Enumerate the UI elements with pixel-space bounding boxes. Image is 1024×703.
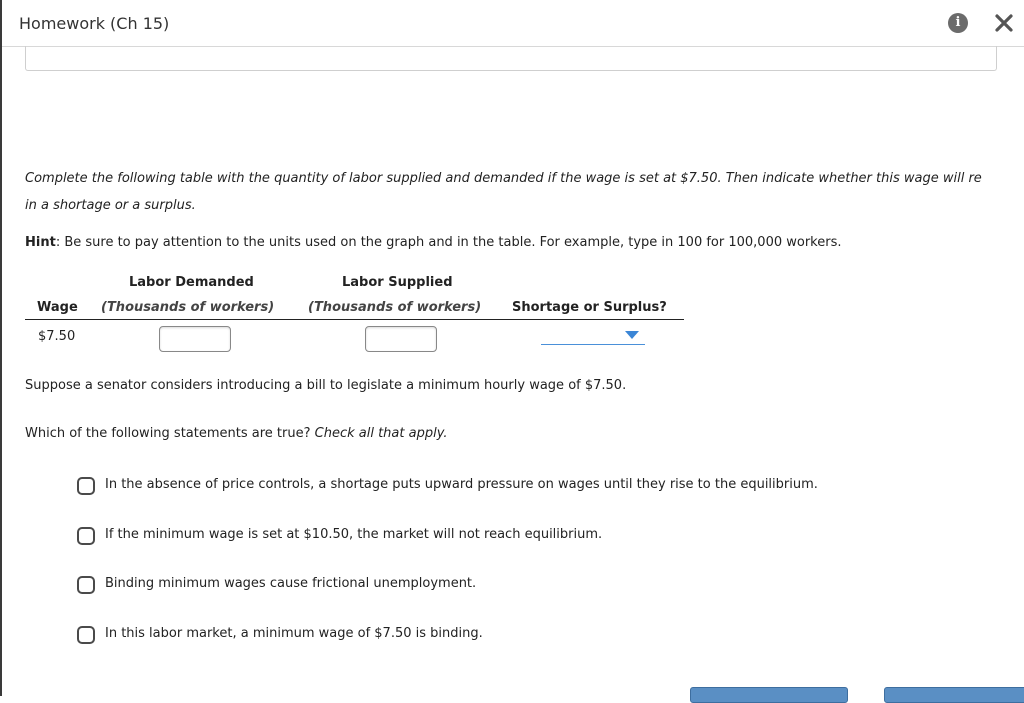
question-main: Which of the following statements are true? bbox=[25, 426, 315, 441]
col-shortage-header: Shortage or Surplus? bbox=[512, 300, 667, 315]
shortage-surplus-dropdown[interactable] bbox=[541, 326, 645, 345]
option-4-label: In this labor market, a minimum wage of $7.50 is binding. bbox=[105, 626, 483, 641]
option-1-label: In the absence of price controls, a shortage puts upward pressure on wages until they rise to the equilibrium. bbox=[105, 477, 818, 492]
grade-button[interactable] bbox=[690, 687, 848, 703]
option-4-checkbox[interactable] bbox=[77, 626, 95, 644]
option-3-checkbox[interactable] bbox=[77, 576, 95, 594]
option-3-label: Binding minimum wages cause frictional unemployment. bbox=[105, 576, 477, 591]
hint-text bbox=[25, 235, 842, 250]
option-2-label: If the minimum wage is set at $10.50, the market will not reach equilibrium. bbox=[105, 527, 603, 542]
header-bar bbox=[2, 0, 1024, 47]
senator-paragraph: Suppose a senator considers introducing a bill to legislate a minimum hourly wage of $7.50. bbox=[25, 378, 627, 393]
next-button[interactable] bbox=[884, 687, 1024, 703]
instructions-line-2: in a shortage or a surplus. bbox=[25, 198, 196, 213]
instructions-text bbox=[25, 165, 1024, 215]
chevron-down-icon bbox=[625, 331, 639, 339]
hint-body: : Be sure to pay attention to the units used on the graph and in the table. For example, type in 100 for 100,000 workers. bbox=[55, 235, 842, 250]
option-2-checkbox[interactable] bbox=[77, 527, 95, 545]
page-title: Homework (Ch 15) bbox=[19, 14, 170, 33]
hint-label: Hint bbox=[25, 235, 56, 250]
previous-answer-box bbox=[25, 46, 997, 71]
col-demanded-title: Labor Demanded bbox=[129, 275, 254, 290]
table-header-rule bbox=[25, 319, 684, 320]
instructions-line-1: Complete the following table with the quantity of labor supplied and demanded if the wage is set at $7.50. Then indicate whether this wage will re bbox=[25, 171, 982, 186]
col-wage-header: Wage bbox=[37, 300, 78, 315]
labor-supplied-input[interactable] bbox=[365, 326, 437, 352]
labor-demanded-input[interactable] bbox=[159, 326, 231, 352]
left-window-edge bbox=[0, 0, 2, 696]
col-supplied-sub: (Thousands of workers) bbox=[308, 300, 482, 315]
col-demanded-sub: (Thousands of workers) bbox=[101, 300, 275, 315]
option-1-checkbox[interactable] bbox=[77, 477, 95, 495]
col-supplied-title: Labor Supplied bbox=[342, 275, 453, 290]
question-text bbox=[25, 426, 448, 441]
info-icon[interactable]: i bbox=[948, 13, 968, 33]
wage-value: $7.50 bbox=[38, 329, 76, 344]
question-emphasis: Check all that apply. bbox=[314, 426, 448, 441]
close-icon[interactable] bbox=[992, 11, 1016, 35]
